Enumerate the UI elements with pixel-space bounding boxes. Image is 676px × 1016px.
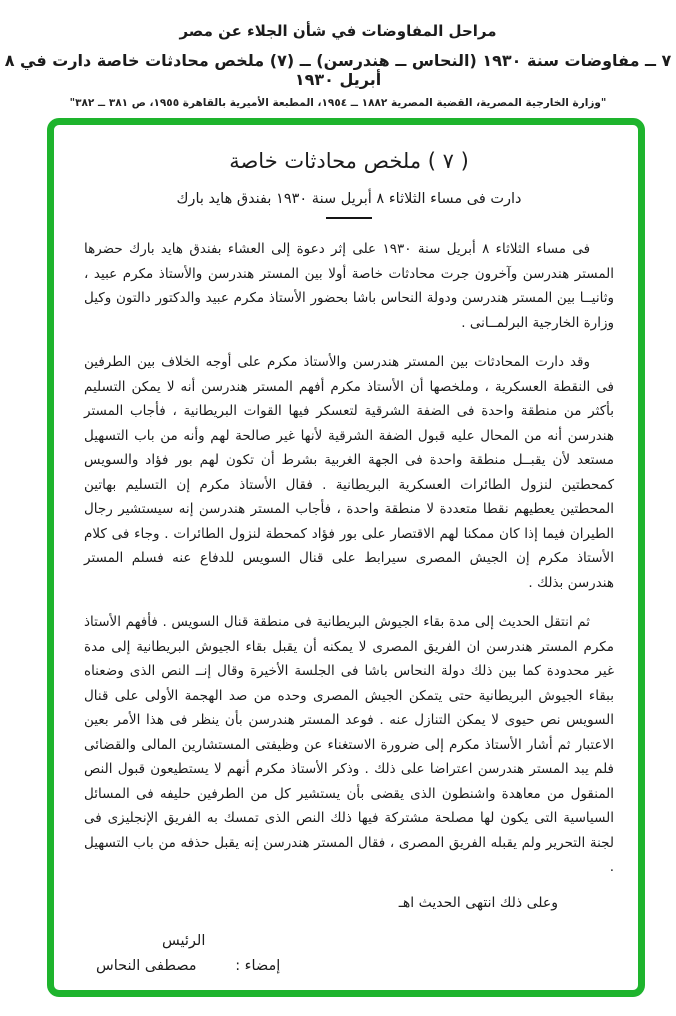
signature-label: إمضاء : [235, 957, 281, 974]
paragraph-2: وقد دارت المحادثات بين المستر هندرسن والأستاذ مكرم على أوجه الخلاف بين الطرفين فى النقطة العسكرية ، وملخصها أن الأستاذ مكرم أفهم المستر هندرسن أنه لا يمكن التسليم بأكثر من منطقة واحدة فى الضفة الشرقية لتعسكر فيها القوات البريطانية ، فأجاب المستر هندرسن أنه من المحال عليه قبول الضفة الشرقية لأنها غير صالحة لهم وأنه من باب التسهيل مستعد لأن يقبــل منطقة واحدة فى الجهة الغربية بشرط أن تكون لهم بور فؤاد والسويس كمحطتين لنزول الطائرات العسكرية البريطانية . فقال الأستاذ مكرم إن التسليم بهاتين المحطتين يعطيهم نقطا متعددة لا منطقة واحدة ، فأجاب المستر هندرسن إنه سيستشير رجال الطيران فيما إذا كان ممكنا لهم الاقتصار على بور فؤاد كمحطة لنزول الطائرات . وجاء فى كلام الأستاذ مكرم إن الجيش المصرى سيرابط على قنال السويس للدفاع عنه فسلم المستر هندرسن بذلك . [84, 354, 614, 591]
page-title: مراحل المفاوضات في شأن الجلاء عن مصر [179, 22, 497, 40]
signature-block [84, 933, 614, 974]
document-title: ( ٧ ) ملخص محادثات خاصة [229, 149, 469, 173]
closing-statement: وعلى ذلك انتهى الحديث اهـ [398, 894, 558, 911]
paragraph-3: ثم انتقل الحديث إلى مدة بقاء الجيوش البريطانية فى منطقة قنال السويس . فأفهم الأستاذ مكرم المستر هندرسن ان الفريق المصرى لا يمكنه أن يقبل بقاء الجيوش البريطانية إلى مدة غير محدودة كما بين ذلك دولة النحاس باشا فى الجلسة الأخيرة وقال إنــ النص الذى وضعناه ببقاء الجيوش البريطانية حتى يتمكن الجيش المصرى وحده من صد الهجمة الأولى على قنال السويس نص حيوى لا يمكن التنازل عنه . فوعد المستر هندرسن بأن ينظر فى هذا الأمر بعين الاعتبار ثم أشار الأستاذ مكرم إلى ضرورة الاستغناء عن وظيفتى المستشارين المالى والقضائى فلم يبد المستر هندرسن اعتراضا على ذلك . وذكر الأستاذ مكرم أنهم لا يستطيعون قبول النص المنقول من معاهدة واشنطون الذى يقضى بأن يستشير كل من الطرفين حليفه فى المسائل السياسية التى يكون لها مصلحة مشتركة فيها ذلك النص الذى تمسك به الفريق الإنجليزى فى لجنة التحرير ولم يقبله الفريق المصرى ، فقال المستر هندرسن إنه يقبل حذفه من باب التسهيل . [84, 614, 614, 875]
title-divider [326, 217, 372, 219]
document-body [84, 237, 614, 880]
highlighted-document-frame [47, 118, 645, 997]
signature-role: الرئيس [162, 932, 206, 949]
page-subtitle: ٧ ــ مفاوضات سنة ١٩٣٠ (النحاس ــ هندرسن) ــ (٧) ملخص محادثات خاصة دارت في ٨ أبريل ١٩٣٠ [4, 51, 672, 89]
signature-name: مصطفى النحاس [96, 957, 197, 974]
document-subtitle: دارت فى مساء الثلاثاء ٨ أبريل سنة ١٩٣٠ بفندق هايد بارك [176, 191, 522, 207]
page-header [0, 22, 676, 109]
signature-line [84, 958, 614, 974]
paragraph-1: فى مساء الثلاثاء ٨ أبريل سنة ١٩٣٠ على إثر دعوة إلى العشاء بفندق هايد بارك حضرها المستر هندرسن وآخرون جرت محادثات خاصة أولا بين المستر هندرسن والأستاذ مكرم عبيد ، وثانيــا بين المستر هندرسن ودولة النحاس باشا بحضور الأستاذ مكرم عبيد والدكتور دالتون وكيل وزارة الخارجية البرلمــانى . [84, 241, 614, 331]
source-citation: "وزارة الخارجية المصرية، القضية المصرية ١٨٨٢ ــ ١٩٥٤، المطبعة الأميرية بالقاهرة ١٩٥٥، ص ٣٨١ ــ ٣٨٢" [69, 97, 607, 109]
